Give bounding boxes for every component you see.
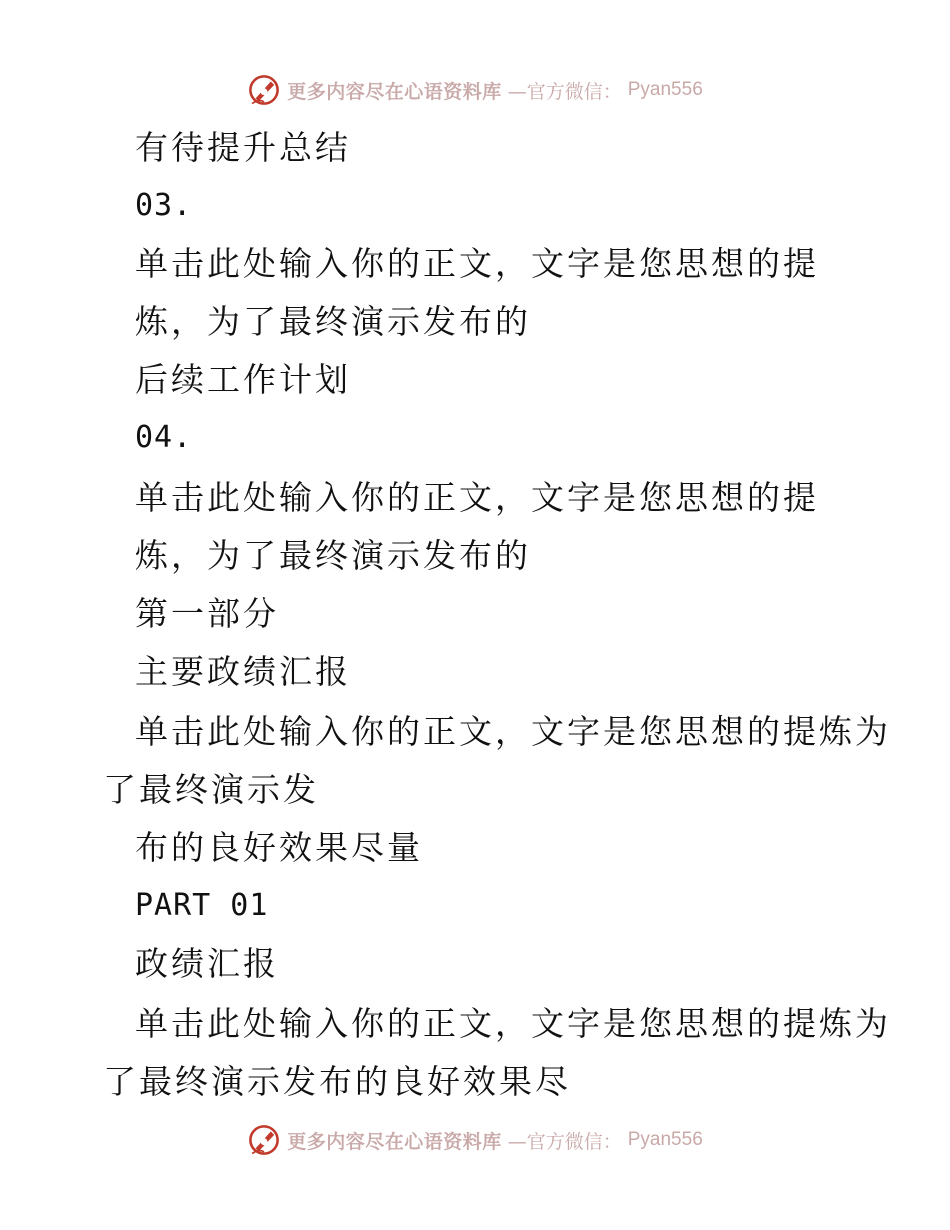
body-line: 单击此处输入你的正文，文字是您思想的提 [135, 244, 819, 283]
watermark-account: Pyan556 [627, 79, 703, 100]
body-line: 单击此处输入你的正文，文字是您思想的提 [135, 478, 819, 517]
watermark-account: Pyan556 [627, 1129, 703, 1150]
body-line: 炼，为了最终演示发布的 [135, 536, 531, 575]
pen-seal-logo-icon [247, 1123, 281, 1157]
body-line: 了最终演示发 [103, 770, 319, 809]
body-line: 单击此处输入你的正文，文字是您思想的提炼为 [135, 1004, 891, 1043]
section-heading: 第一部分 [135, 594, 279, 633]
header-watermark [0, 70, 950, 110]
part-label: PART 01 [135, 888, 269, 923]
body-line: 有待提升总结 [135, 128, 351, 167]
watermark-group [247, 1123, 703, 1157]
footer-watermark [0, 1120, 950, 1160]
watermark-separator: —官方微信： [507, 1130, 622, 1153]
body-line-number: 04. [135, 420, 193, 455]
watermark-text: 更多内容尽在心语资料库 [287, 1130, 502, 1153]
body-line: 了最终演示发布的良好效果尽 [103, 1062, 571, 1101]
body-line: 布的良好效果尽量 [135, 828, 423, 867]
section-subheading: 主要政绩汇报 [135, 652, 351, 691]
body-line: 单击此处输入你的正文，文字是您思想的提炼为 [135, 712, 891, 751]
body-line-number: 03. [135, 188, 193, 223]
watermark-separator: —官方微信： [507, 80, 622, 103]
body-line: 后续工作计划 [135, 360, 351, 399]
pen-seal-logo-icon [247, 73, 281, 107]
body-line: 炼，为了最终演示发布的 [135, 302, 531, 341]
watermark-group [247, 73, 703, 107]
section-subheading: 政绩汇报 [135, 944, 279, 983]
watermark-text: 更多内容尽在心语资料库 [287, 80, 502, 103]
